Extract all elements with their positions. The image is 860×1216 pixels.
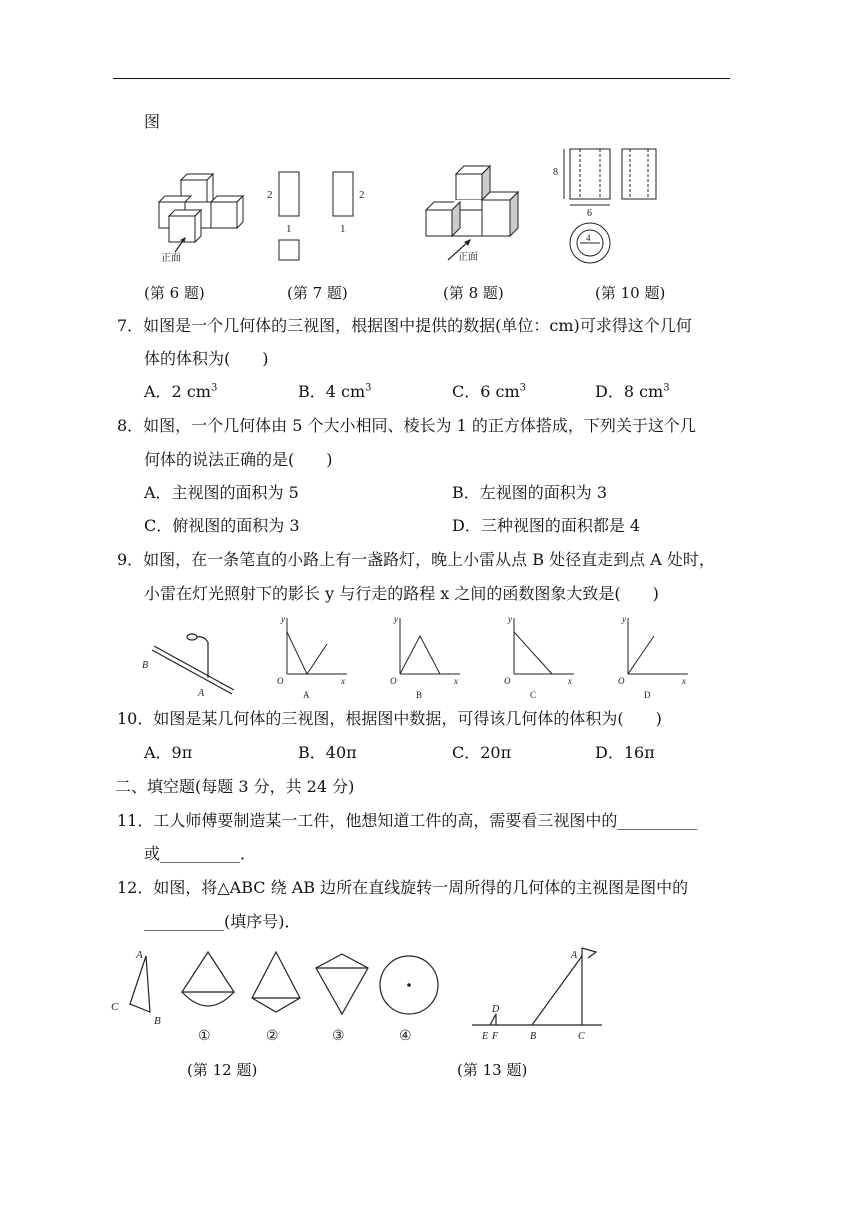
- q7-line1: 7．如图是一个几何体的三视图，根据图中提供的数据(单位：cm)可求得这个几何: [117, 316, 692, 335]
- caption-fig7: (第 7 题): [287, 284, 348, 302]
- q12-shape-1-label: ①: [198, 1029, 211, 1044]
- figure-6: [155, 170, 245, 265]
- q12-shape-4: [378, 948, 440, 1043]
- q12-triangle: [108, 944, 168, 1029]
- q7-option-a-power: 3: [210, 382, 218, 394]
- q10-option-a: A．9π: [144, 743, 193, 762]
- q10-option-c: C．20π: [452, 743, 512, 762]
- q8-option-a: A．主视图的面积为 5: [144, 483, 299, 502]
- q11-line1: 11．工人师傅要制造某一工件，他想知道工件的高，需要看三视图中的__________: [117, 811, 698, 830]
- q10-option-d: D．16π: [595, 743, 655, 762]
- fig13-label-b: B: [530, 1031, 537, 1042]
- q9d-o: O: [618, 676, 625, 686]
- q9a-x: x: [341, 676, 345, 686]
- q7-option-a-text: A．2 cm: [144, 382, 211, 401]
- q12-label-c: C: [111, 1001, 119, 1013]
- q9a-label: A: [303, 690, 310, 700]
- q12-label-b: B: [154, 1015, 161, 1027]
- q7-line2: 体的体积为( ): [144, 349, 269, 368]
- top-fragment: 图: [144, 112, 161, 131]
- q9-graph-c: [492, 612, 582, 702]
- q12-shape-2-label: ②: [266, 1029, 279, 1044]
- q9c-x: x: [568, 676, 572, 686]
- q9b-y: y: [394, 614, 398, 624]
- q12-line1: 12．如图，将△ABC 绕 AB 边所在直线旋转一周所得的几何体的主视图是图中的: [117, 878, 689, 897]
- q10-line1: 10．如图是某几何体的三视图，根据图中数据，可得该几何体的体积为( ): [117, 709, 662, 728]
- q11-line2: 或__________．: [144, 844, 257, 863]
- fig10-width: 6: [587, 208, 592, 219]
- q12-shape-3: [312, 948, 372, 1043]
- figure-7: [265, 170, 375, 265]
- q12-shape-1: [180, 948, 236, 1043]
- q9b-x: x: [454, 676, 458, 686]
- figure-10: [550, 145, 670, 270]
- q9d-x: x: [682, 676, 686, 686]
- q9c-label: C: [530, 690, 537, 700]
- q9-label-b: B: [142, 660, 149, 671]
- fig8-label: 正面: [458, 252, 478, 263]
- q9d-y: y: [622, 614, 626, 624]
- caption-fig10: (第 10 题): [595, 284, 666, 302]
- q9c-y: y: [508, 614, 512, 624]
- fig13-label-e: E: [482, 1031, 489, 1042]
- q7-option-c-power: 3: [519, 382, 527, 394]
- q8-line2: 何体的说法正确的是( ): [144, 450, 333, 469]
- q7-option-b-power: 3: [365, 382, 372, 394]
- fig13-label-f: F: [492, 1031, 499, 1042]
- fig10-diameter: 4: [586, 233, 591, 243]
- figure-13: [470, 944, 610, 1044]
- q7-option-a: [144, 381, 217, 403]
- q7-option-d: [595, 381, 670, 403]
- q7-option-c-text: C．6 cm: [452, 382, 520, 401]
- q8-option-d: D．三种视图的面积都是 4: [452, 516, 641, 535]
- q8-option-c: C．俯视图的面积为 3: [144, 516, 300, 535]
- q9a-o: O: [277, 676, 284, 686]
- q9-lamp-figure: [140, 628, 240, 700]
- q9d-label: D: [644, 690, 651, 700]
- q9-line1: 9．如图，在一条笔直的小路上有一盏路灯，晚上小雷从点 B 处径直走到点 A 处时，: [117, 550, 715, 569]
- q7-option-c: [452, 381, 526, 403]
- caption-fig8: (第 8 题): [443, 284, 504, 302]
- fig10-height: 8: [553, 167, 558, 178]
- q12-line2: __________(填序号)．: [144, 912, 301, 931]
- fig7-h-left: 2: [267, 189, 273, 201]
- q7-option-b-text: B．4 cm: [298, 382, 366, 401]
- q7-option-d-power: 3: [663, 382, 670, 394]
- q9-graph-a: [265, 612, 355, 702]
- figure-8: [412, 160, 527, 265]
- q9-label-a: A: [198, 688, 205, 699]
- q8-option-b: B．左视图的面积为 3: [452, 483, 608, 502]
- q10-option-b: B．40π: [298, 743, 357, 762]
- fig7-w-right: 1: [340, 223, 346, 235]
- q12-label-a: A: [136, 949, 143, 961]
- fig6-label: 正面: [161, 253, 181, 264]
- q8-line1: 8．如图，一个几何体由 5 个大小相同、棱长为 1 的正方体搭成，下列关于这个几: [117, 416, 696, 435]
- q9-graph-b: [378, 612, 468, 702]
- section-2-heading: 二、填空题(每题 3 分，共 24 分): [115, 777, 355, 796]
- fig13-label-c: C: [578, 1031, 585, 1042]
- fig13-label-d: D: [492, 1004, 500, 1015]
- caption-fig13: (第 13 题): [457, 1061, 528, 1079]
- q7-option-d-text: D．8 cm: [595, 382, 664, 401]
- header-rule: [113, 78, 730, 79]
- q7-option-b: [298, 381, 372, 403]
- q9b-o: O: [390, 676, 397, 686]
- fig7-h-right: 2: [359, 189, 365, 201]
- q9c-o: O: [504, 676, 511, 686]
- q9b-label: B: [416, 690, 423, 700]
- caption-fig12: (第 12 题): [187, 1061, 258, 1079]
- q12-shape-4-label: ④: [399, 1029, 412, 1044]
- q9a-y: y: [281, 614, 285, 624]
- fig7-w-left: 1: [286, 223, 292, 235]
- q12-shape-3-label: ③: [332, 1029, 345, 1044]
- q12-shape-2: [248, 948, 304, 1043]
- q9-graph-d: [606, 612, 696, 702]
- q9-line2: 小雷在灯光照射下的影长 y 与行走的路程 x 之间的函数图象大致是( ): [144, 584, 659, 603]
- fig13-label-a: A: [571, 950, 578, 961]
- caption-fig6: (第 6 题): [144, 284, 205, 302]
